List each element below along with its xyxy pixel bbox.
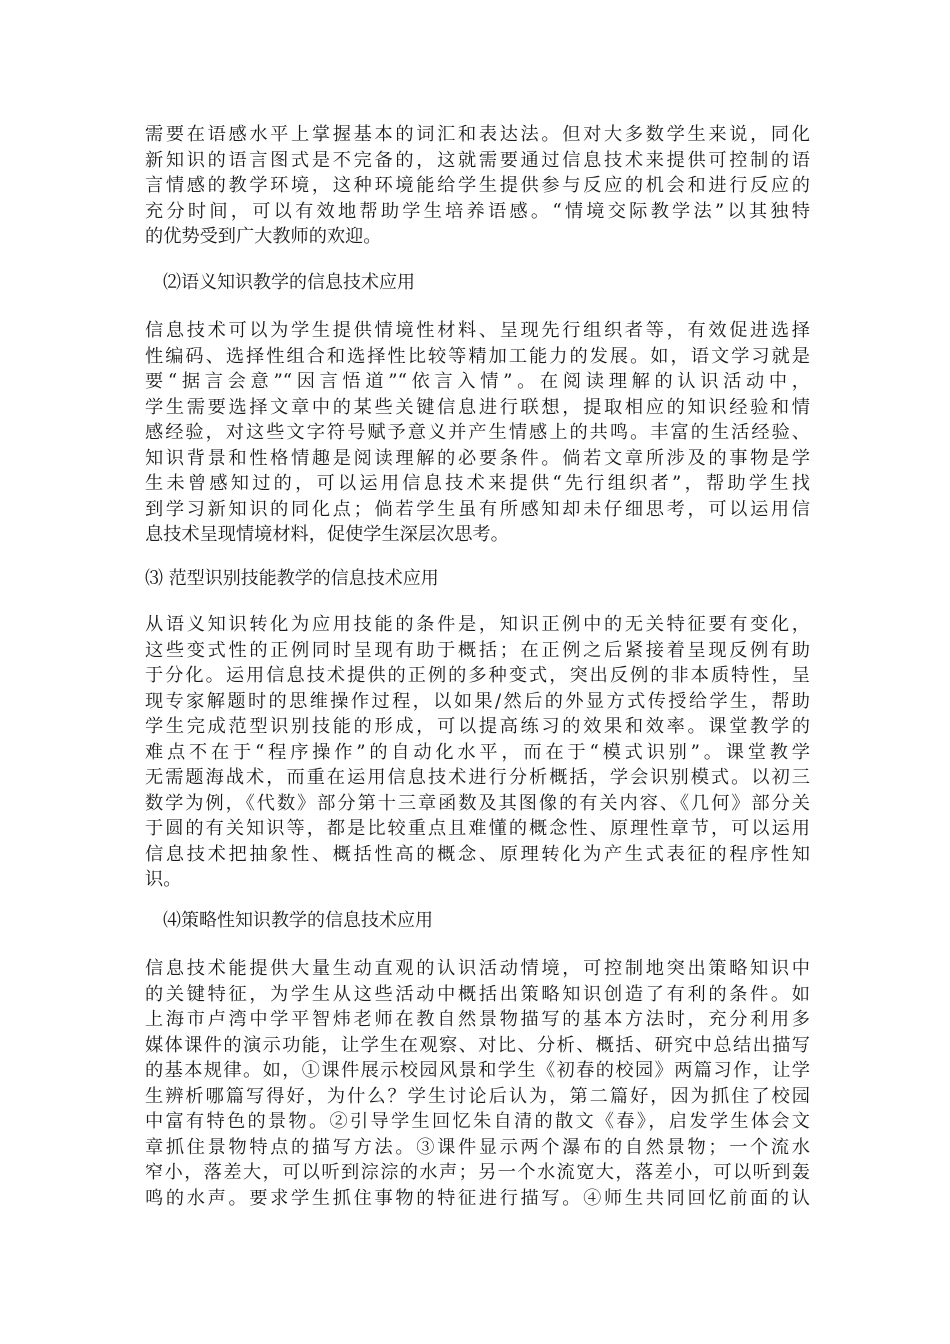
section-heading-strategic-knowledge: ⑷策略性知识教学的信息技术应用 bbox=[163, 910, 433, 931]
paragraph-pattern-recognition bbox=[145, 612, 810, 893]
text-line: 无需题海战术，而重在运用信息技术进行分析概括，学会识别模式。以初三 bbox=[145, 767, 810, 788]
text-line: 于圆的有关知识等，都是比较重点且难懂的概念性、原理性章节，可以运用 bbox=[145, 818, 810, 839]
text-line: 息技术呈现情境材料，促使学生深层次思考。 bbox=[145, 524, 509, 545]
text-line: 学生需要选择文章中的某些关键信息进行联想，提取相应的知识经验和情 bbox=[145, 396, 810, 418]
paragraph-semantic-knowledge bbox=[145, 318, 810, 548]
section-heading-semantic-knowledge: ⑵语义知识教学的信息技术应用 bbox=[163, 272, 415, 293]
text-line: 生辨析哪篇写得好，为什么？学生讨论后认为，第二篇好，因为抓住了校园 bbox=[145, 1085, 810, 1107]
text-line: 鸣的水声。要求学生抓住事物的特征进行描写。④师生共同回忆前面的认 bbox=[145, 1187, 810, 1209]
text-line: 信息技术能提供大量生动直观的认识活动情境，可控制地突出策略知识中 bbox=[145, 958, 810, 979]
text-line: 生未曾感知过的，可以运用信息技术来提供“先行组织者”，帮助学生找 bbox=[145, 473, 810, 494]
text-line: 性编码、选择性组合和选择性比较等精加工能力的发展。如，语文学习就是 bbox=[145, 345, 810, 367]
paragraph-strategic-knowledge bbox=[145, 956, 810, 1211]
text-line: 这些变式性的正例同时呈现有助于概括；在正例之后紧接着呈现反例有助 bbox=[145, 639, 810, 661]
text-line: 从语义知识转化为应用技能的条件是，知识正例中的无关特征要有变化， bbox=[145, 614, 810, 635]
text-line: 识。 bbox=[145, 869, 182, 890]
text-line: 知识背景和性格情趣是阅读理解的必要条件。倘若文章所涉及的事物是学 bbox=[145, 447, 810, 469]
text-line: 新知识的语言图式是不完备的，这就需要通过信息技术来提供可控制的语 bbox=[145, 149, 810, 171]
text-line: 的基本规律。如，①课件展示校园风景和学生《初春的校园》两篇习作，让学 bbox=[145, 1060, 810, 1081]
text-line: 感经验，对这些文字符号赋予意义并产生情感上的共鸣。丰富的生活经验、 bbox=[145, 422, 810, 443]
text-line: 数学为例，《代数》部分第十三章函数及其图像的有关内容、《几何》部分关 bbox=[145, 792, 810, 814]
text-line: 学生完成范型识别技能的形成，可以提高练习的效果和效率。课堂教学的 bbox=[145, 716, 810, 737]
text-line: 信息技术可以为学生提供情境性材料、呈现先行组织者等，有效促进选择 bbox=[145, 320, 810, 341]
text-line: 到学习新知识的同化点；倘若学生虽有所感知却未仔细思考，可以运用信 bbox=[145, 498, 810, 520]
text-line: 上海市卢湾中学平智炜老师在教自然景物描写的基本方法时，充分利用多 bbox=[145, 1009, 810, 1030]
text-line: 的优势受到广大教师的欢迎。 bbox=[145, 226, 382, 247]
text-line: 信息技术把抽象性、概括性高的概念、原理转化为产生式表征的程序性知 bbox=[145, 843, 810, 865]
text-line: 要“据言会意”“因言悟道”“依言入情”。在阅读理解的认识活动中， bbox=[145, 371, 810, 392]
text-line: 章抓住景物特点的描写方法。③课件显示两个瀑布的自然景物；一个流水 bbox=[145, 1136, 810, 1158]
text-line: 中富有特色的景物。②引导学生回忆朱自清的散文《春》，启发学生体会文 bbox=[145, 1111, 810, 1132]
text-line: 言情感的教学环境，这种环境能给学生提供参与反应的机会和进行反应的 bbox=[145, 175, 810, 196]
text-line: 窄小，落差大，可以听到淙淙的水声；另一个水流宽大，落差小，可以听到轰 bbox=[145, 1162, 810, 1183]
text-line: 媒体课件的演示功能，让学生在观察、对比、分析、概括、研究中总结出描写 bbox=[145, 1034, 810, 1056]
text-line: 现专家解题时的思维操作过程，以如果/然后的外显方式传授给学生，帮助 bbox=[145, 690, 810, 712]
text-line: 难点不在于“程序操作”的自动化水平，而在于“模式识别”。课堂教学 bbox=[145, 741, 810, 763]
text-line: 充分时间，可以有效地帮助学生培养语感。“情境交际教学法”以其独特 bbox=[145, 200, 810, 222]
text-line: 需要在语感水平上掌握基本的词汇和表达法。但对大多数学生来说，同化 bbox=[145, 124, 810, 145]
text-line: 的关键特征，为学生从这些活动中概括出策略知识创造了有利的条件。如 bbox=[145, 983, 810, 1005]
text-line: 于分化。运用信息技术提供的正例的多种变式，突出反例的非本质特性，呈 bbox=[145, 665, 810, 686]
section-heading-pattern-recognition: ⑶ 范型识别技能教学的信息技术应用 bbox=[145, 568, 439, 589]
paragraph-language-sense bbox=[145, 122, 810, 250]
